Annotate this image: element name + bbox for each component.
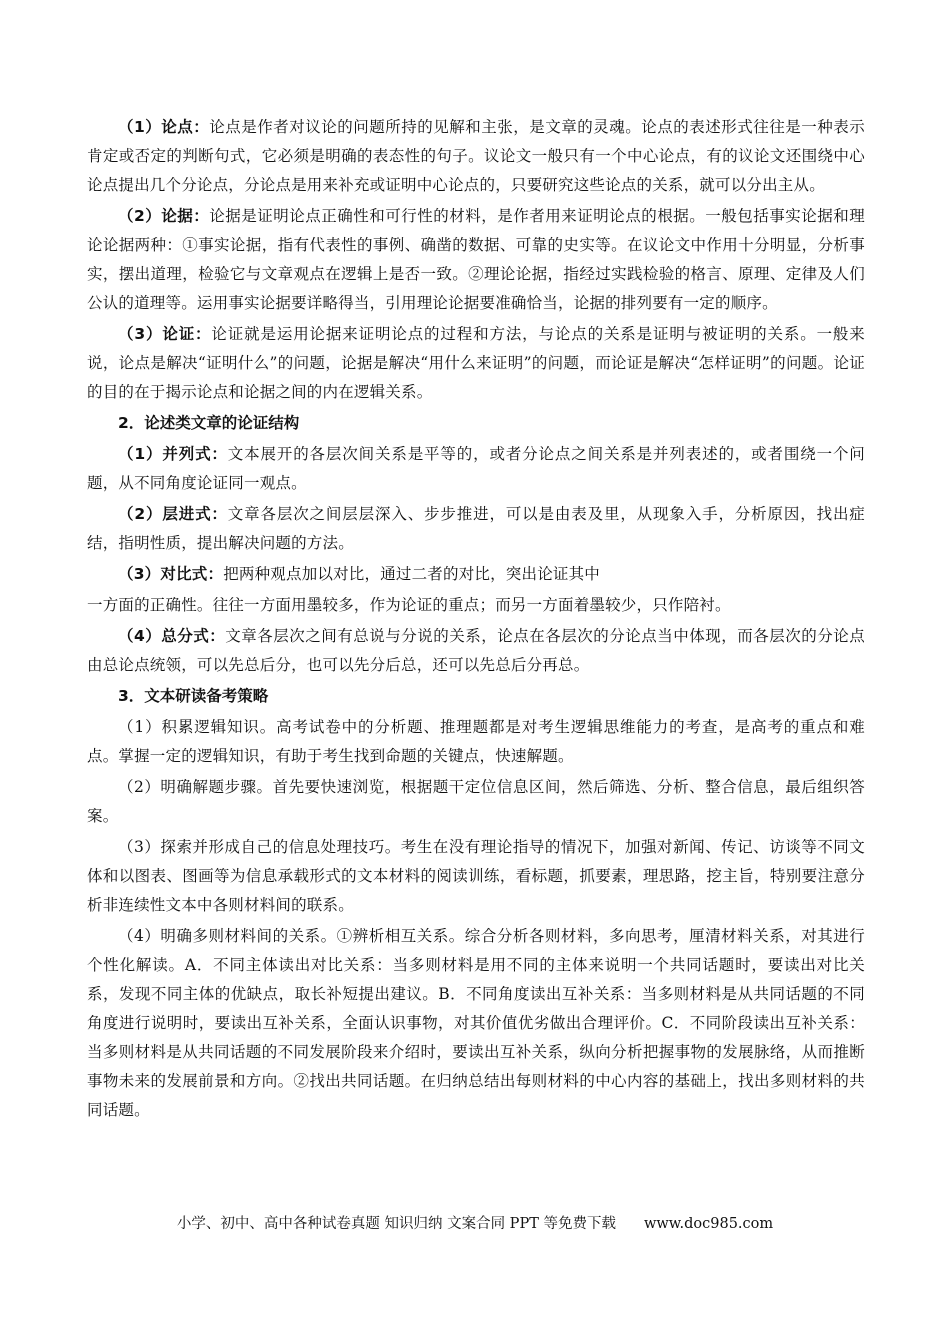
paragraph-strategy-1: （1）积累逻辑知识。高考试卷中的分析题、推理题都是对考生逻辑思维能力的考查，是高考的重点和难点。掌握一定的逻辑知识，有助于考生找到命题的关键点，快速解题。: [87, 718, 865, 765]
footer-text: 小学、初中、高中各种试卷真题 知识归纳 文案合同 PPT 等免费下载: [176, 1216, 616, 1232]
paragraph-text: 论点是作者对议论的问题所持的见解和主张，是文章的灵魂。论点的表述形式往往是一种表示肯定或否定的判断句式，它必须是明确的表态性的句子。议论文一般只有一个中心论点，有的议论文还围绕中心论点提出几个分论点，分论点是用来补充或证明中心论点的，只要研究这些论点的关系，就可以分出主从。: [87, 118, 865, 194]
paragraph-strategy-4: （4）明确多则材料间的关系。①辨析相互关系。综合分析各则材料，多向思考，厘清材料关系，对其进行个性化解读。A．不同主体读出对比关系：当多则材料是用不同的主体来说明一个共同话题时，要读出对比关系，发现不同主体的优缺点，取长补短提出建议。B．不同角度读出互补关系：当多则材料是从共同话题的不同角度进行说明时，要读出互补关系，全面认识事物，对其价值优劣做出合理评价。C．不同阶段读出互补关系：当多则材料是从共同话题的不同发展阶段来介绍时，要读出互补关系，纵向分析把握事物的发展脉络，从而推断事物未来的发展前景和方向。②找出共同话题。在归纳总结出每则材料的中心内容的基础上，找出多则材料的共同话题。: [87, 927, 865, 1119]
paragraph-argumentation: [87, 320, 865, 407]
paragraph-argument-evidence: [87, 202, 865, 318]
term-label: （1）论点：: [118, 118, 210, 136]
term-label: （3）对比式：: [118, 565, 224, 583]
paragraph-argument-point: [87, 113, 865, 200]
term-label: （2）论据：: [118, 207, 210, 225]
term-label: （1）并列式：: [118, 445, 228, 463]
paragraph-strategy-2: （2）明确解题步骤。首先要快速浏览，根据题干定位信息区间，然后筛选、分析、整合信息，最后组织答案。: [87, 778, 865, 825]
term-label: （4）总分式：: [118, 627, 226, 645]
document-body: [87, 113, 865, 1127]
paragraph-text: 论证就是运用论据来证明论点的过程和方法，与论点的关系是证明与被证明的关系。一般来说，论点是解决“证明什么”的问题，论据是解决“用什么来证明”的问题，而论证是解决“怎样证明”的问题。论证的目的在于揭示论点和论据之间的内在逻辑关系。: [87, 325, 865, 401]
paragraph-parallel: [87, 440, 865, 498]
paragraph-strategy-3: （3）探索并形成自己的信息处理技巧。考生在没有理论指导的情况下，加强对新闻、传记、访谈等不同文体和以图表、图画等为信息承载形式的文本材料的阅读训练，看标题，抓要素，理思路，挖主旨，特别要注意分析非连续性文本中各则材料间的联系。: [87, 838, 865, 914]
section-heading-structure: 2．论述类文章的论证结构: [118, 414, 300, 432]
paragraph-text: 文章各层次之间有总说与分说的关系，论点在各层次的分论点当中体现，而各层次的分论点由总论点统领，可以先总后分，也可以先分后总，还可以先总后分再总。: [87, 627, 865, 674]
paragraph-text: 论据是证明论点正确性和可行性的材料，是作者用来证明论点的根据。一般包括事实论据和理论论据两种：①事实论据，指有代表性的事例、确凿的数据、可靠的史实等。在议论文中作用十分明显，分析事实，摆出道理，检验它与文章观点在逻辑上是否一致。②理论论据，指经过实践检验的格言、原理、定律及人们公认的道理等。运用事实论据要详略得当，引用理论论据要准确恰当，论据的排列要有一定的顺序。: [87, 207, 865, 312]
paragraph-contrast-continued: 一方面的正确性。往往一方面用墨较多，作为论证的重点；而另一方面着墨较少，只作陪衬。: [87, 596, 731, 614]
section-heading-strategy: 3．文本研读备考策略: [118, 687, 269, 705]
paragraph-general-specific: [87, 622, 865, 680]
paragraph-text: 把两种观点加以对比，通过二者的对比，突出论证其中: [223, 565, 600, 583]
page-footer: [0, 1212, 950, 1233]
paragraph-contrast: [87, 560, 865, 589]
term-label: （3）论证：: [118, 325, 212, 343]
paragraph-text: 文章各层次之间层层深入、步步推进，可以是由表及里，从现象入手，分析原因，找出症结，指明性质，提出解决问题的方法。: [87, 505, 865, 552]
paragraph-text: 文本展开的各层次间关系是平等的，或者分论点之间关系是并列表述的，或者围绕一个问题，从不同角度论证同一观点。: [87, 445, 865, 492]
term-label: （2）层进式：: [118, 505, 228, 523]
footer-link[interactable]: www.doc985.com: [643, 1216, 774, 1232]
paragraph-progressive: [87, 500, 865, 558]
